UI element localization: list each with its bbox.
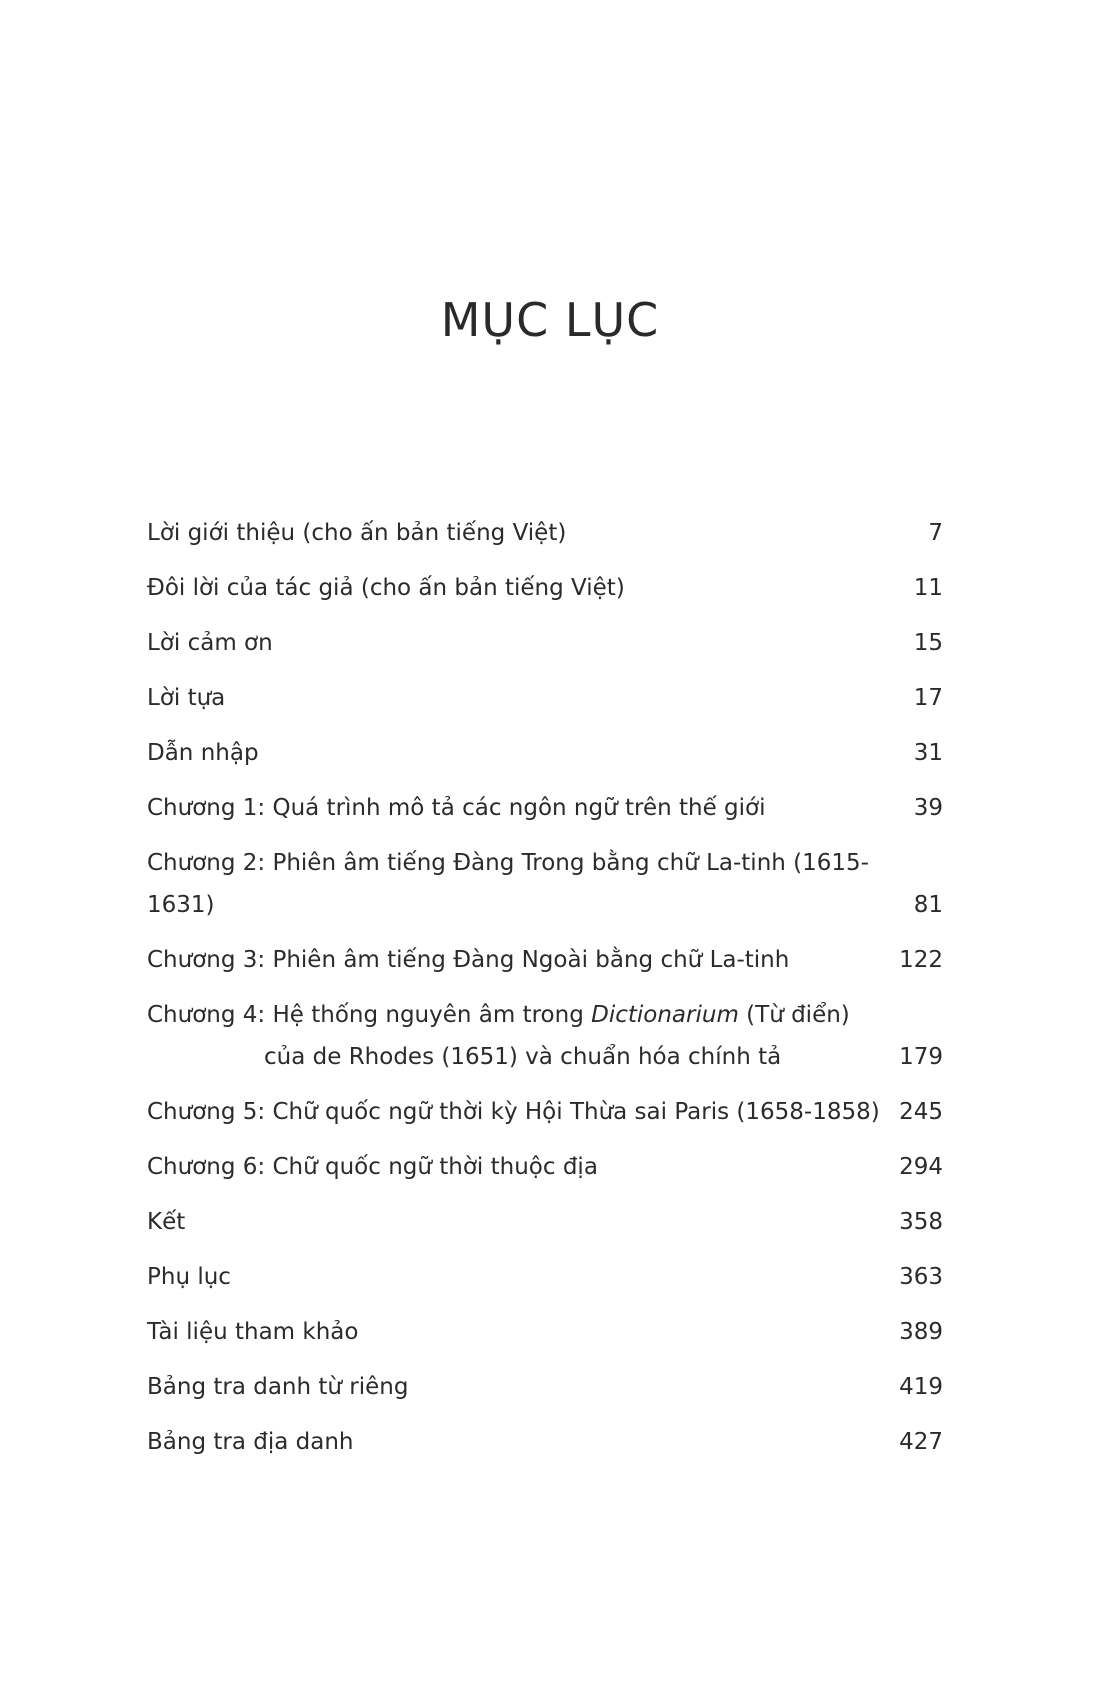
toc-entry-page: 11: [913, 575, 943, 601]
toc-entry[interactable]: [147, 939, 943, 981]
toc-entry-label: Kết: [147, 1209, 186, 1235]
toc-entry[interactable]: [147, 512, 943, 554]
toc-entry[interactable]: [147, 1421, 943, 1463]
toc-entry-label: Chương 3: Phiên âm tiếng Đàng Ngoài bằng chữ La-tinh: [147, 947, 790, 973]
toc-entry-label-line2: của de Rhodes (1651) và chuẩn hóa chính tả: [264, 1044, 782, 1070]
toc-entry[interactable]: [147, 567, 943, 609]
toc-entry-page: 294: [899, 1154, 943, 1180]
toc-entry-label: Lời giới thiệu (cho ấn bản tiếng Việt): [147, 520, 567, 546]
toc-entry[interactable]: [147, 622, 943, 664]
toc-entry[interactable]: [147, 1256, 943, 1298]
toc-entry-label: Chương 1: Quá trình mô tả các ngôn ngữ trên thế giới: [147, 795, 766, 821]
label-suffix: (Từ điển): [738, 1002, 850, 1028]
toc-entry-page: 389: [899, 1319, 943, 1345]
toc-entry[interactable]: [147, 1311, 943, 1353]
toc-entry-label: Tài liệu tham khảo: [147, 1319, 359, 1345]
toc-entry-page: 363: [899, 1264, 943, 1290]
toc-entry-label: Chương 2: Phiên âm tiếng Đàng Trong bằng chữ La-tinh (1615-1631): [147, 850, 869, 918]
toc-entry-label: Phụ lục: [147, 1264, 231, 1290]
toc-entry-label: Đôi lời của tác giả (cho ấn bản tiếng Việt): [147, 575, 625, 601]
table-of-contents: [147, 512, 943, 1476]
toc-entry-page: 81: [913, 892, 943, 918]
toc-entry-label: Chương 5: Chữ quốc ngữ thời kỳ Hội Thừa sai Paris (1658-1858): [147, 1099, 880, 1125]
toc-entry-label: Lời cảm ơn: [147, 630, 273, 656]
toc-entry-label: Lời tựa: [147, 685, 226, 711]
toc-entry[interactable]: [147, 1201, 943, 1243]
toc-entry-page: 419: [899, 1374, 943, 1400]
toc-entry-label: Chương 6: Chữ quốc ngữ thời thuộc địa: [147, 1154, 598, 1180]
toc-entry-page: 358: [899, 1209, 943, 1235]
toc-entry-multiline[interactable]: [147, 994, 943, 1078]
toc-entry-label: Bảng tra danh từ riêng: [147, 1374, 409, 1400]
toc-entry[interactable]: [147, 787, 943, 829]
toc-entry-label: Dẫn nhập: [147, 740, 259, 766]
toc-entry-label: Bảng tra địa danh: [147, 1429, 354, 1455]
toc-entry-page: 427: [899, 1429, 943, 1455]
toc-entry-page: 15: [913, 630, 943, 656]
toc-entry[interactable]: [147, 732, 943, 774]
toc-entry[interactable]: [147, 842, 943, 926]
toc-entry-label-line1: [147, 994, 883, 1036]
toc-entry-page: 31: [913, 740, 943, 766]
label-italic-title: Dictionarium: [591, 1002, 739, 1028]
toc-entry-page: 245: [899, 1099, 943, 1125]
label-prefix: Chương 4: Hệ thống nguyên âm trong: [147, 1002, 592, 1028]
toc-entry-page: 7: [928, 520, 943, 546]
toc-entry-page: 122: [899, 947, 943, 973]
toc-entry[interactable]: [147, 1091, 943, 1133]
toc-entry[interactable]: [147, 1366, 943, 1408]
toc-entry-page: 17: [913, 685, 943, 711]
page-title: MỤC LỤC: [440, 293, 660, 347]
toc-entry[interactable]: [147, 677, 943, 719]
toc-entry-label: [147, 994, 883, 1078]
toc-entry-page: 179: [899, 1044, 943, 1070]
toc-entry[interactable]: [147, 1146, 943, 1188]
toc-entry-page: 39: [913, 795, 943, 821]
